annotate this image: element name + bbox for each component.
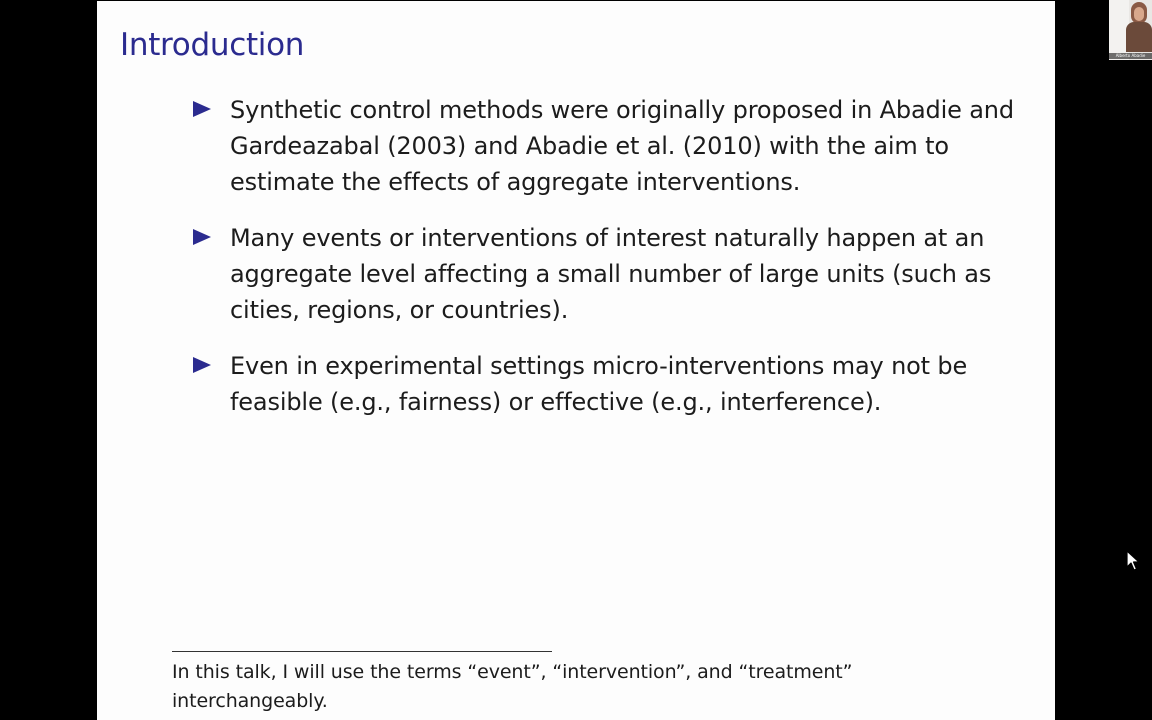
bullet-item	[193, 92, 1033, 200]
triangle-right-icon	[193, 101, 211, 117]
bullet-item	[193, 348, 1033, 420]
mouse-pointer-icon	[1126, 550, 1140, 572]
bullet-text: Many events or interventions of interest naturally happen at an aggregate level affecting a small number of large units (such as cities, regions, or countries).	[230, 224, 992, 324]
bullet-text: Even in experimental settings micro-interventions may not be feasible (e.g., fairness) or effective (e.g., interference).	[230, 352, 968, 416]
presentation-slide	[97, 1, 1055, 720]
bullet-item	[193, 220, 1033, 328]
bullet-list	[193, 92, 1033, 440]
footnote-divider	[172, 651, 552, 652]
bullet-text: Synthetic control methods were originally proposed in Abadie and Gardeazabal (2003) and Abadie et al. (2010) with the aim to estimate the effects of aggregate interventions.	[230, 96, 1014, 196]
footnote: In this talk, I will use the terms “event”, “intervention”, and “treatment” interchangeably.	[172, 661, 853, 712]
participant-video-tile[interactable]	[1109, 0, 1152, 60]
slide-title: Introduction	[120, 27, 305, 63]
triangle-right-icon	[193, 229, 211, 245]
triangle-right-icon	[193, 357, 211, 373]
participant-face	[1134, 7, 1144, 21]
participant-name-label: Alberto Abadie	[1109, 53, 1152, 59]
participant-body	[1126, 22, 1152, 52]
